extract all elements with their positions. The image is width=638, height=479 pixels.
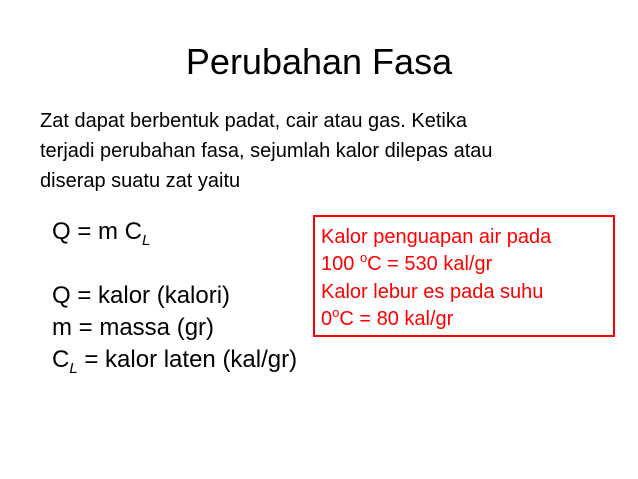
spacer <box>52 248 297 280</box>
intro-line-2: terjadi perubahan fasa, sejumlah kalor dilepas atau <box>40 140 493 162</box>
definition-cl-symbol: C <box>52 346 70 373</box>
formula-subscript: L <box>142 232 151 249</box>
info-line-2 <box>321 251 613 279</box>
info-line-4-after: C = 80 kal/gr <box>339 308 454 330</box>
formula-row <box>52 216 297 248</box>
definition-q: Q = kalor (kalori) <box>52 282 231 309</box>
intro-line-1: Zat dapat berbentuk padat, cair atau gas. Ketika <box>40 110 467 132</box>
formula-main: Q = m C <box>52 218 143 245</box>
definition-cl-subscript: L <box>69 360 78 377</box>
info-line-1: Kalor penguapan air pada <box>321 226 552 248</box>
slide-title: Perubahan Fasa <box>185 41 453 82</box>
definition-m: m = massa (gr) <box>52 314 215 341</box>
latent-heat-info-box <box>313 215 615 337</box>
definition-cl <box>52 344 297 376</box>
intro-line-3: diserap suatu zat yaitu <box>40 170 241 192</box>
info-line-4 <box>321 306 613 334</box>
degree-superscript: o <box>332 305 340 320</box>
definition-cl-text: = kalor laten (kal/gr) <box>77 346 298 373</box>
info-line-3: Kalor lebur es pada suhu <box>321 281 544 303</box>
formula-block <box>52 216 297 376</box>
info-line-4-before: 0 <box>321 308 333 330</box>
degree-superscript: o <box>359 250 368 265</box>
intro-paragraph <box>40 106 620 196</box>
info-line-2-after: C = 530 kal/gr <box>367 253 493 275</box>
info-line-2-before: 100 <box>321 253 360 275</box>
